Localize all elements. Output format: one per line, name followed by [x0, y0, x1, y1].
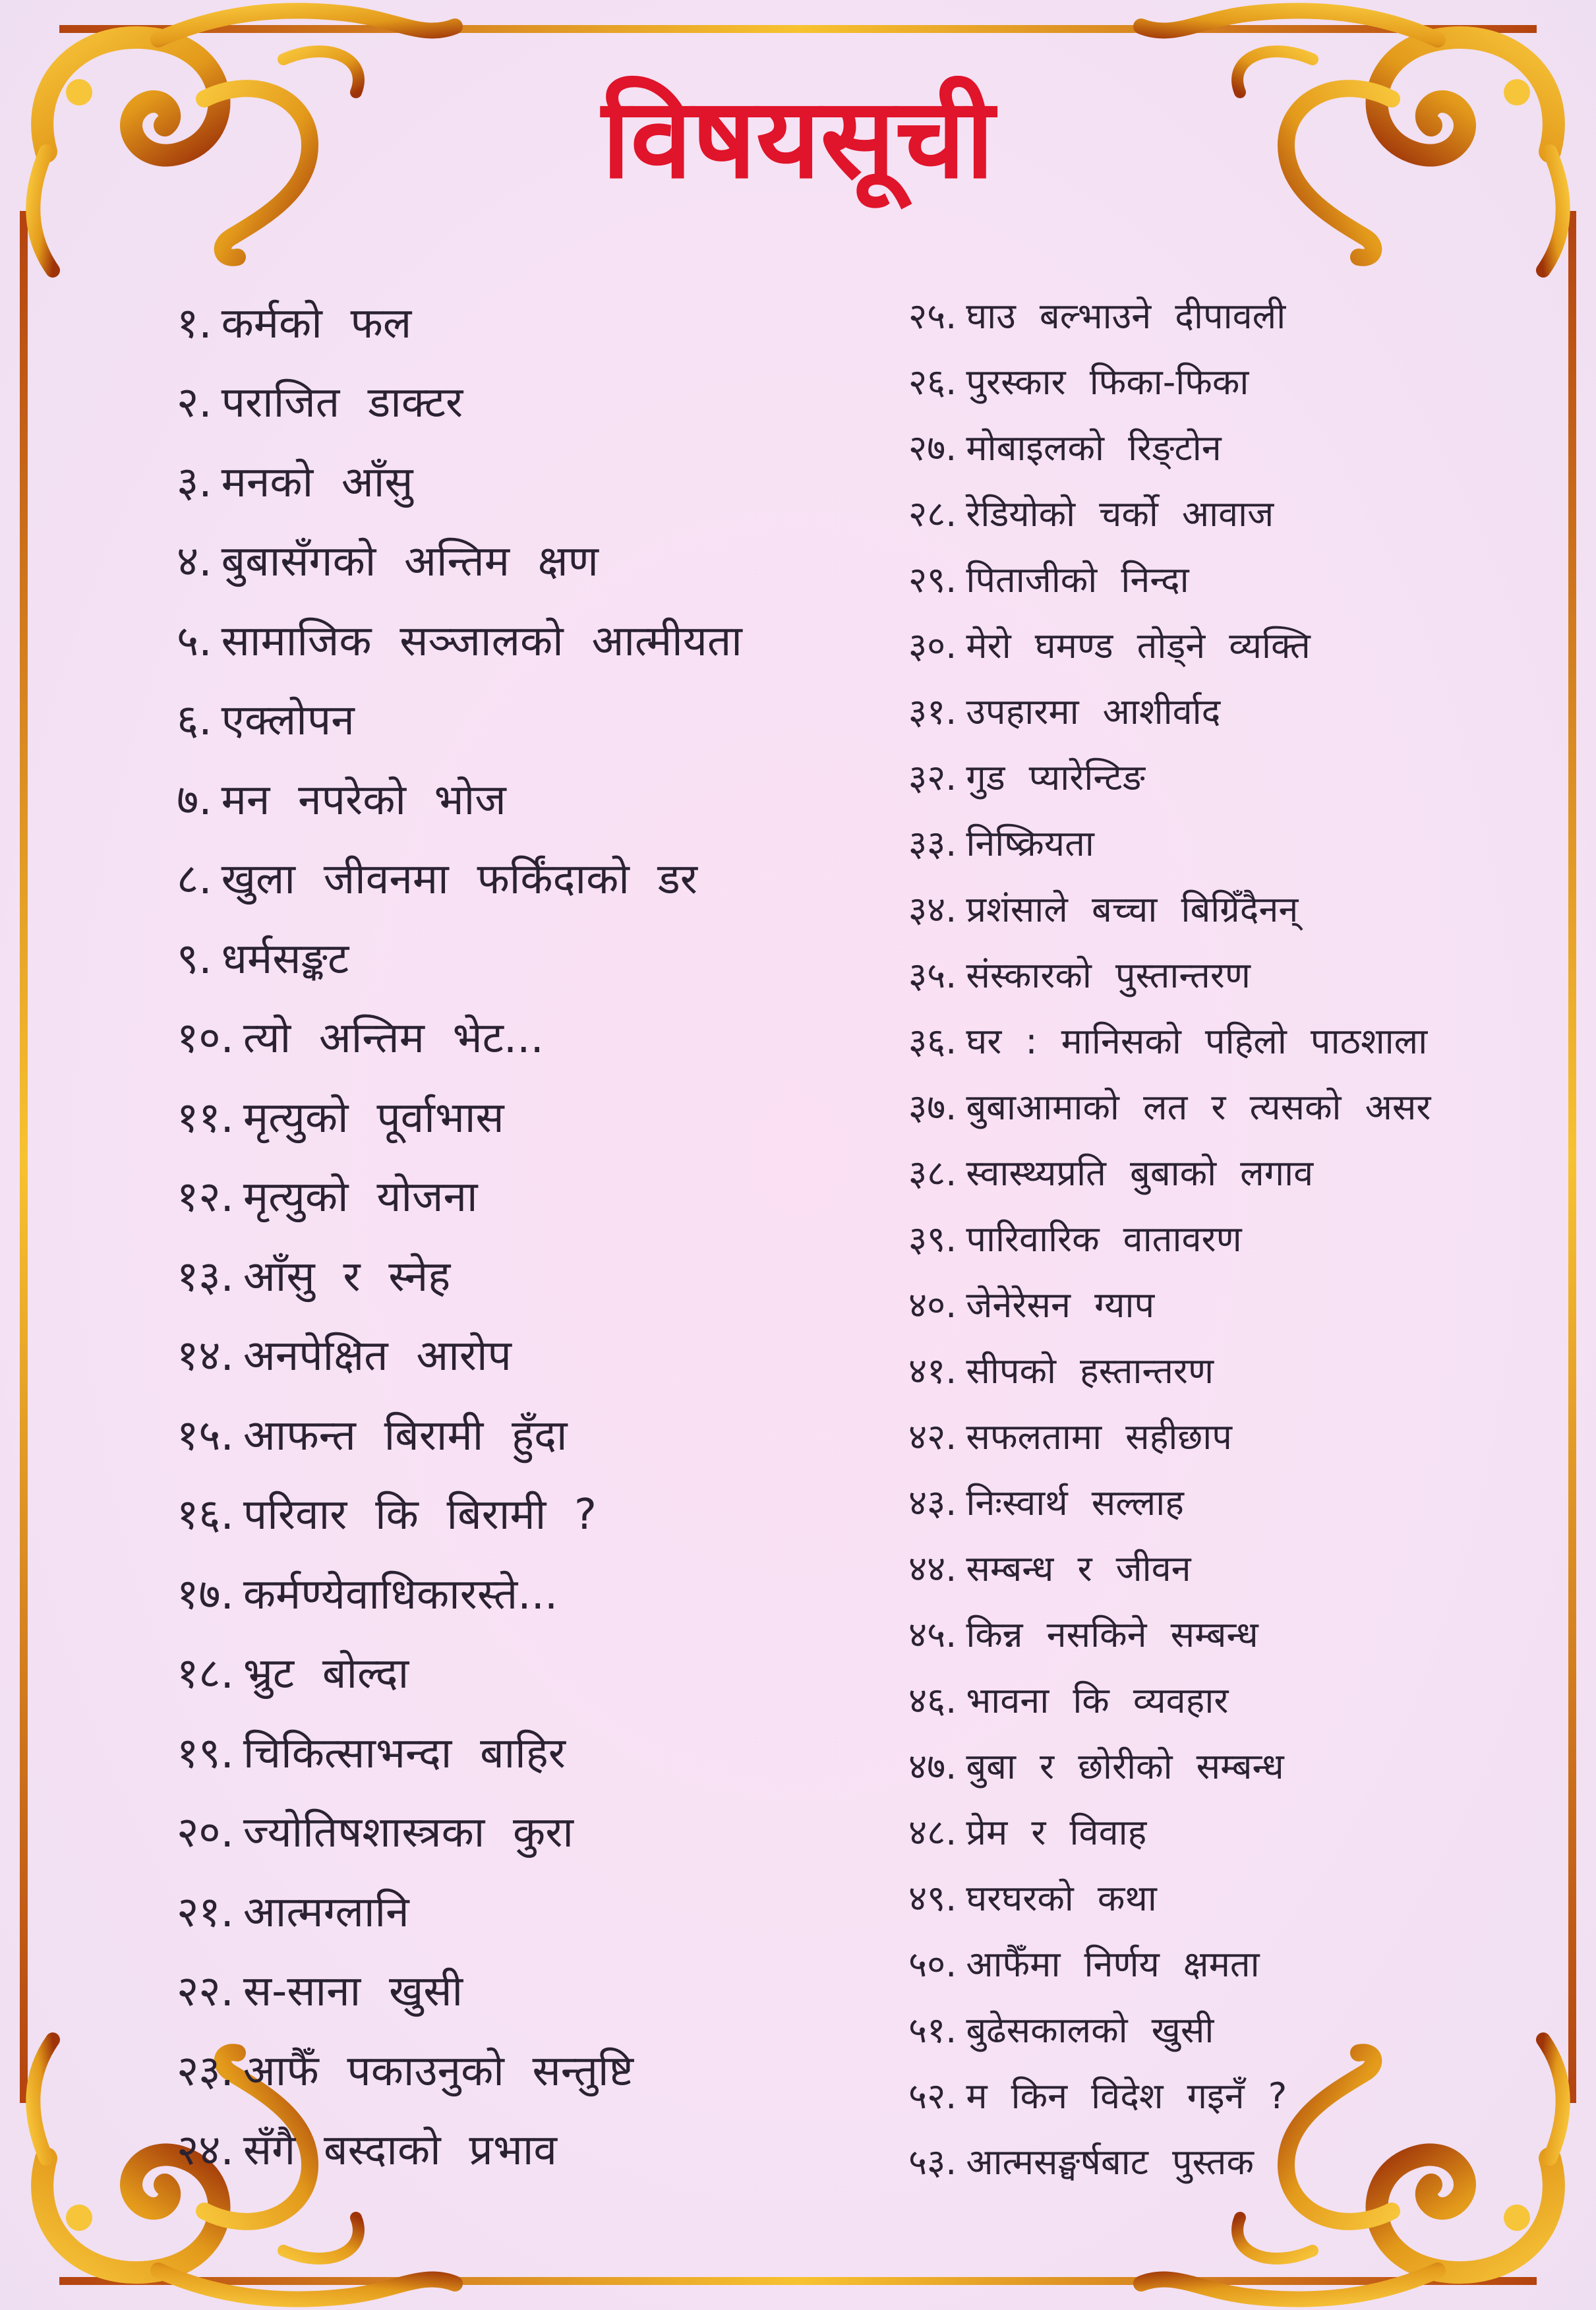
toc-item-number: ४४.: [908, 1548, 957, 1589]
toc-item-number: ८.: [177, 855, 212, 904]
toc-item: [908, 1600, 1541, 1666]
toc-item-number: १५.: [177, 1411, 234, 1460]
frame-left-line: [20, 211, 28, 2103]
toc-item-title: बुढेसकालको खुसी: [966, 2009, 1214, 2051]
toc-item-title: बुबा र छोरीको सम्बन्ध: [966, 1746, 1284, 1787]
toc-item-number: ३६.: [908, 1021, 957, 1062]
frame-bottom-line: [59, 2277, 1537, 2285]
toc-item-title: ज्योतिषशास्त्रका कुरा: [243, 1808, 574, 1858]
toc-item-title: भावना कि व्यवहार: [966, 1680, 1229, 1721]
toc-item-title: पिताजीको निन्दा: [966, 559, 1189, 601]
toc-item-title: स्वास्थ्यप्रति बुबाको लगाव: [966, 1152, 1314, 1194]
toc-item-title: संस्कारको पुस्तान्तरण: [966, 955, 1251, 996]
toc-item-title: मोबाइलको रिङ्टोन: [966, 427, 1222, 469]
toc-item-number: ४६.: [908, 1680, 957, 1721]
toc-item-title: सीपको हस्तान्तरण: [966, 1350, 1214, 1392]
toc-item-title: आफैँमा निर्णय क्षमता: [966, 1943, 1260, 1985]
toc-item: [908, 2127, 1541, 2193]
toc-item-number: ३०.: [908, 625, 957, 666]
toc-item-number: ५१.: [908, 2009, 957, 2051]
toc-item-title: निष्क्रियता: [966, 823, 1094, 864]
toc-item: [908, 1732, 1541, 1798]
toc-item-title: कर्मको फल: [221, 299, 412, 348]
toc-item-number: २२.: [177, 1967, 234, 2017]
toc-item: [908, 479, 1541, 545]
toc-item-number: ३४.: [908, 889, 957, 930]
toc-item-title: पारिवारिक वातावरण: [966, 1218, 1242, 1260]
toc-item-title: किन्न नसकिने सम्बन्ध: [966, 1614, 1258, 1655]
toc-item-title: खुला जीवनमा फर्किंदाको डर: [221, 855, 697, 904]
toc-item-number: २४.: [177, 2126, 234, 2176]
toc-item-number: २१.: [177, 1887, 234, 1937]
toc-item-number: २०.: [177, 1808, 234, 1858]
toc-item-number: १८.: [177, 1649, 234, 1699]
toc-item: [177, 1235, 875, 1315]
toc-item-number: ६.: [177, 696, 212, 746]
page-title: विषयसूची: [601, 74, 995, 203]
toc-item-title: मनको आँसु: [221, 458, 413, 507]
toc-item: [908, 1402, 1541, 1468]
toc-item-number: ५०.: [908, 1943, 957, 1985]
toc-item: [908, 1204, 1541, 1270]
toc-item-number: २५.: [908, 295, 957, 337]
toc-item-title: प्रेम र विवाह: [966, 1812, 1147, 1853]
toc-item: [177, 1394, 875, 1473]
toc-item-number: १२.: [177, 1173, 234, 1222]
toc-item-title: सामाजिक सञ्जालको आत्मीयता: [221, 616, 742, 666]
toc-item: [908, 1139, 1541, 1204]
toc-item-title: पराजित डाक्टर: [221, 378, 463, 428]
toc-item-title: रेडियोको चर्को आवाज: [966, 493, 1274, 535]
toc-item: [908, 1534, 1541, 1600]
toc-item-title: कर्मण्येवाधिकारस्ते...: [243, 1570, 558, 1619]
toc-item-number: १.: [177, 299, 212, 348]
toc-item-title: गुड प्यारेन्टिङ: [966, 757, 1145, 798]
toc-item: [177, 361, 875, 441]
toc-item-number: २६.: [908, 361, 957, 403]
toc-item-number: ५२.: [908, 2075, 957, 2117]
toc-item-title: मन नपरेको भोज: [221, 775, 506, 825]
toc-item-number: ३८.: [908, 1152, 957, 1194]
toc-item: [177, 1791, 875, 1871]
toc-item-number: ७.: [177, 775, 212, 825]
toc-item: [908, 1336, 1541, 1402]
toc-item-number: ९.: [177, 934, 212, 984]
toc-item-number: ३७.: [908, 1086, 957, 1128]
toc-item: [177, 838, 875, 918]
toc-item-number: २३.: [177, 2046, 234, 2096]
toc-item: [177, 679, 875, 759]
toc-item: [908, 1007, 1541, 1073]
toc-item-title: बुबासँगको अन्तिम क्षण: [221, 537, 599, 587]
toc-item-number: ४७.: [908, 1746, 957, 1787]
toc-item-number: ४२.: [908, 1416, 957, 1458]
toc-item: [908, 413, 1541, 479]
toc-item-title: घर : मानिसको पहिलो पाठशाला: [966, 1021, 1428, 1062]
toc-item: [177, 1315, 875, 1394]
toc-item: [908, 875, 1541, 941]
toc-item-number: ३.: [177, 458, 212, 507]
toc-item: [177, 2029, 875, 2109]
toc-item-title: म किन विदेश गइनँ ?: [966, 2075, 1287, 2117]
toc-item: [908, 611, 1541, 677]
toc-item: [908, 677, 1541, 743]
toc-item: [908, 941, 1541, 1007]
toc-item-number: ३२.: [908, 757, 957, 798]
toc-item-title: त्यो अन्तिम भेट...: [243, 1014, 544, 1063]
toc-item: [177, 520, 875, 600]
toc-item-number: ४.: [177, 537, 212, 587]
toc-item-title: मेरो घमण्ड तोड्ने व्यक्ति: [966, 625, 1311, 666]
toc-item: [908, 1996, 1541, 2061]
toc-item: [177, 281, 875, 361]
toc-item-number: १६.: [177, 1491, 234, 1540]
toc-item-title: स-साना खुसी: [243, 1967, 463, 2017]
toc-item-number: ४१.: [908, 1350, 957, 1392]
toc-item-title: सफलतामा सहीछाप: [966, 1416, 1232, 1458]
toc-item: [908, 281, 1541, 347]
toc-column-left: [177, 281, 875, 2188]
toc-item-title: एक्लोपन: [221, 696, 355, 746]
toc-item: [908, 743, 1541, 809]
toc-item-number: ५३.: [908, 2141, 957, 2183]
toc-item: [177, 1076, 875, 1156]
toc-item-title: भ्रुट बोल्दा: [243, 1649, 409, 1699]
toc-item: [177, 1870, 875, 1950]
toc-item: [908, 2061, 1541, 2127]
toc-item-title: पुरस्कार फिका-फिका: [966, 361, 1249, 403]
toc-item-title: निःस्वार्थ सल्लाह: [966, 1482, 1184, 1524]
toc-item-number: ४५.: [908, 1614, 957, 1655]
toc-item: [177, 1632, 875, 1712]
toc-item-title: आत्मसङ्घर्षबाट पुस्तक: [966, 2141, 1254, 2183]
toc-item-title: धर्मसङ्कट: [221, 934, 349, 984]
toc-item-title: आफैँ पकाउनुको सन्तुष्टि: [243, 2046, 634, 2096]
toc-column-right: [908, 281, 1541, 2193]
toc-item: [908, 1666, 1541, 1732]
toc-item-title: आफन्त बिरामी हुँदा: [243, 1411, 568, 1460]
toc-item: [177, 599, 875, 679]
toc-item-number: ४०.: [908, 1284, 957, 1326]
toc-item-title: घरघरको कथा: [966, 1878, 1157, 1919]
toc-item-number: ४८.: [908, 1812, 957, 1853]
toc-item-title: सँगै बस्दाको प्रभाव: [243, 2126, 557, 2176]
toc-item: [177, 1156, 875, 1235]
toc-item: [908, 1468, 1541, 1534]
toc-item-title: परिवार कि बिरामी ?: [243, 1491, 597, 1540]
toc-item-title: अनपेक्षित आरोप: [243, 1332, 512, 1381]
toc-item-number: ३१.: [908, 691, 957, 732]
toc-item-title: आत्मग्लानि: [243, 1887, 409, 1937]
toc-item-number: १३.: [177, 1252, 234, 1301]
toc-item: [177, 1950, 875, 2030]
toc-item-number: ११.: [177, 1093, 234, 1142]
toc-item: [908, 1073, 1541, 1139]
toc-item-number: १०.: [177, 1014, 234, 1063]
toc-item-title: चिकित्साभन्दा बाहिर: [243, 1729, 566, 1778]
toc-item-number: २.: [177, 378, 212, 428]
toc-item-number: २८.: [908, 493, 957, 535]
toc-item: [908, 1798, 1541, 1864]
toc-item-number: ३३.: [908, 823, 957, 864]
toc-item-number: ४९.: [908, 1878, 957, 1919]
toc-item: [908, 809, 1541, 875]
toc-item: [908, 1930, 1541, 1996]
toc-item-number: १९.: [177, 1729, 234, 1778]
toc-item-title: जेनेरेसन ग्याप: [966, 1284, 1155, 1326]
toc-item-title: मृत्युको योजना: [243, 1173, 478, 1222]
toc-item: [177, 440, 875, 520]
toc-item: [177, 1711, 875, 1791]
toc-item: [177, 2109, 875, 2189]
toc-item-number: ३९.: [908, 1218, 957, 1260]
toc-item-title: सम्बन्ध र जीवन: [966, 1548, 1191, 1589]
toc-item: [177, 917, 875, 997]
toc-item-number: ५.: [177, 616, 212, 666]
toc-item-title: बुबाआमाको लत र त्यसको असर: [966, 1086, 1431, 1128]
toc-item: [177, 1473, 875, 1553]
toc-item-number: २७.: [908, 427, 957, 469]
toc-item-number: ४३.: [908, 1482, 957, 1524]
toc-item: [177, 997, 875, 1077]
frame-right-line: [1568, 211, 1576, 2103]
toc-item-title: मृत्युको पूर्वाभास: [243, 1093, 504, 1142]
toc-item: [177, 758, 875, 838]
frame-top-line: [59, 25, 1537, 33]
toc-item: [908, 1270, 1541, 1336]
toc-item-title: घाउ बल्भाउने दीपावली: [966, 295, 1286, 337]
toc-item-title: प्रशंसाले बच्चा बिग्रिँदैनन्: [966, 889, 1299, 930]
toc-item-number: १४.: [177, 1332, 234, 1381]
toc-item-number: १७.: [177, 1570, 234, 1619]
toc-item: [908, 1864, 1541, 1930]
toc-item-number: ३५.: [908, 955, 957, 996]
toc-item: [177, 1553, 875, 1632]
toc-item-title: उपहारमा आशीर्वाद: [966, 691, 1221, 732]
toc-item: [908, 347, 1541, 413]
toc-item-title: आँसु र स्नेह: [243, 1252, 451, 1301]
toc-item-number: २९.: [908, 559, 957, 601]
toc-item: [908, 545, 1541, 611]
